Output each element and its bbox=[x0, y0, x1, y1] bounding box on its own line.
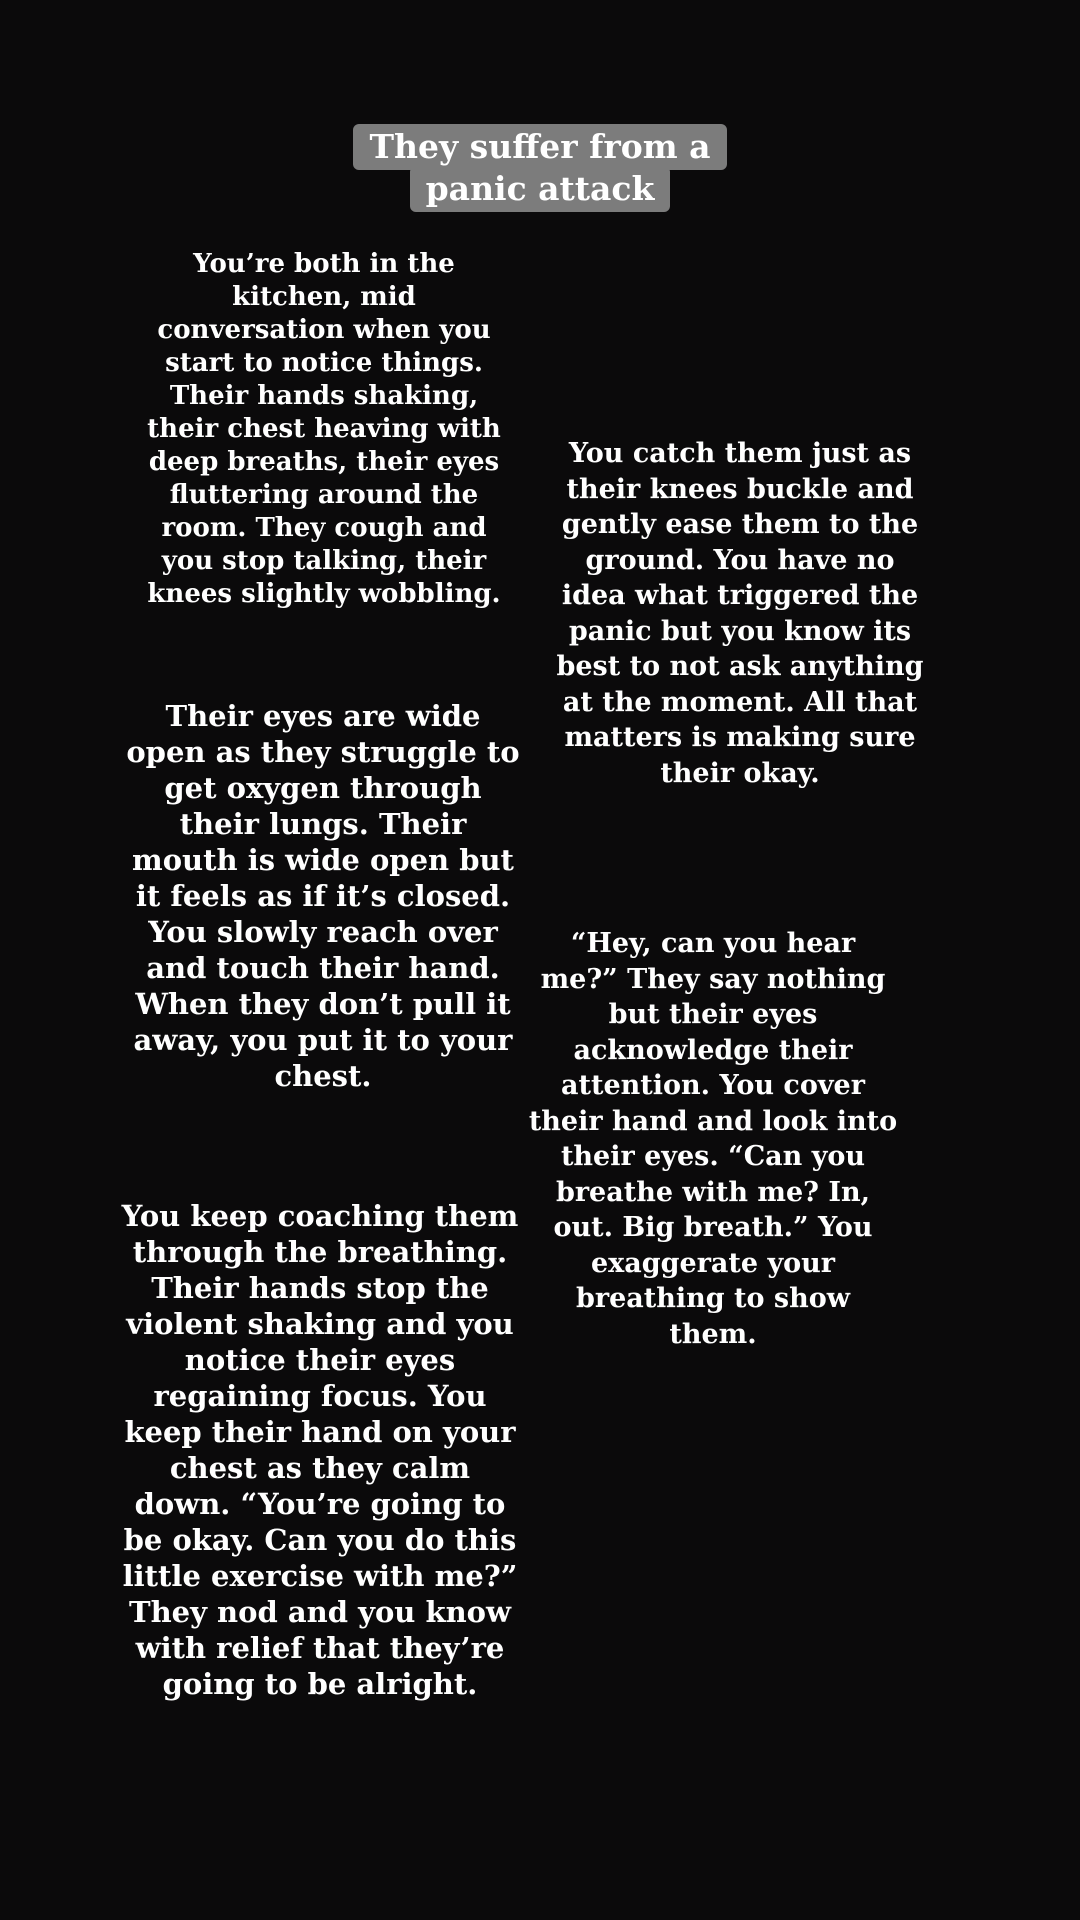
text-line: idea what triggered the bbox=[561, 580, 919, 611]
text-line: exaggerate your bbox=[590, 1247, 836, 1279]
text-line: it feels as if it’s closed. bbox=[135, 879, 511, 913]
text-line: be okay. Can you do this bbox=[123, 1523, 517, 1557]
text-line: ground. You have no bbox=[585, 544, 895, 576]
text-line: out. Big breath.” You bbox=[553, 1212, 873, 1243]
text-line: with relief that they’re bbox=[135, 1631, 505, 1665]
text-line: their eyes. “Can you bbox=[560, 1141, 866, 1172]
text-line: their knees buckle and bbox=[566, 473, 914, 505]
title-line: panic attack bbox=[425, 169, 655, 208]
title-caption bbox=[0, 126, 1080, 210]
text-line: me?” They say nothing bbox=[540, 963, 886, 995]
text-line: you stop talking, their bbox=[161, 546, 487, 576]
text-line: matters is making sure bbox=[564, 722, 916, 753]
text-line: their chest heaving with bbox=[147, 414, 501, 444]
text-line: going to be alright. bbox=[162, 1667, 478, 1701]
title-line: They suffer from a bbox=[369, 127, 711, 166]
text-line: panic but you know its bbox=[568, 615, 912, 647]
text-line: You’re both in the bbox=[193, 249, 455, 279]
text-line: You slowly reach over bbox=[148, 915, 498, 949]
text-line: acknowledge their bbox=[573, 1034, 853, 1066]
text-line: Their hands shaking, bbox=[169, 381, 479, 411]
text-line: kitchen, mid bbox=[232, 282, 416, 312]
text-block-coaching bbox=[120, 1198, 520, 1702]
text-line: them. bbox=[669, 1318, 757, 1350]
text-line: regaining focus. You bbox=[153, 1379, 487, 1413]
text-line: best to not ask anything bbox=[556, 651, 924, 682]
text-line: their okay. bbox=[660, 757, 820, 789]
title-label bbox=[353, 124, 726, 212]
text-block-eyes bbox=[123, 698, 523, 1094]
text-line: at the moment. All that bbox=[562, 686, 918, 718]
text-block-catch bbox=[550, 436, 930, 791]
text-line: You keep coaching them bbox=[121, 1199, 519, 1233]
text-line: chest. bbox=[274, 1059, 372, 1093]
text-block-hey bbox=[513, 926, 913, 1352]
text-line: violent shaking and you bbox=[126, 1307, 514, 1341]
text-line: their lungs. Their bbox=[179, 807, 467, 841]
text-line: chest as they calm bbox=[169, 1451, 471, 1485]
text-line: conversation when you bbox=[157, 315, 491, 345]
text-line: You catch them just as bbox=[568, 438, 912, 469]
text-line: deep breaths, their eyes bbox=[148, 447, 500, 477]
text-line: mouth is wide open but bbox=[132, 843, 514, 877]
text-line: They nod and you know bbox=[129, 1595, 511, 1629]
text-line: through the breathing. bbox=[132, 1235, 508, 1269]
text-line: attention. You cover bbox=[561, 1070, 865, 1101]
text-line: Their eyes are wide bbox=[165, 699, 481, 733]
text-line: Their hands stop the bbox=[151, 1271, 489, 1305]
text-line: “Hey, can you hear bbox=[570, 928, 856, 959]
text-line: notice their eyes bbox=[184, 1343, 456, 1377]
text-line: open as they struggle to bbox=[126, 735, 520, 769]
text-line: breathing to show bbox=[575, 1283, 850, 1314]
text-line: When they don’t pull it bbox=[135, 987, 511, 1021]
text-line: away, you put it to your bbox=[133, 1023, 513, 1057]
text-line: gently ease them to the bbox=[561, 509, 919, 540]
text-line: down. “You’re going to bbox=[134, 1487, 506, 1521]
text-line: breathe with me? In, bbox=[555, 1176, 871, 1208]
text-line: fluttering around the bbox=[169, 480, 479, 510]
text-line: little exercise with me?” bbox=[122, 1559, 518, 1593]
text-line: but their eyes bbox=[608, 999, 818, 1030]
text-line: their hand and look into bbox=[528, 1105, 898, 1137]
text-block-kitchen bbox=[134, 248, 514, 611]
text-line: and touch their hand. bbox=[146, 951, 500, 985]
text-line: get oxygen through bbox=[164, 771, 482, 805]
text-line: start to notice things. bbox=[165, 348, 483, 378]
text-line: room. They cough and bbox=[161, 513, 487, 543]
text-line: keep their hand on your bbox=[124, 1415, 516, 1449]
text-line: knees slightly wobbling. bbox=[147, 579, 501, 609]
